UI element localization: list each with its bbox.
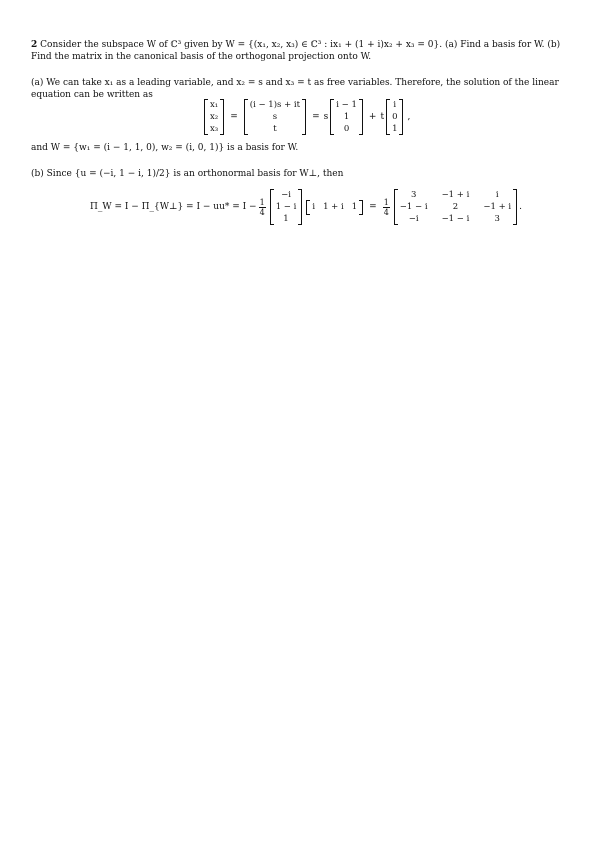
vector-x-entry: x₁ (210, 100, 219, 110)
column-vector-entry: 1 − i (275, 202, 297, 212)
problem-number: 2 (31, 40, 38, 50)
column-vector-u (270, 189, 303, 225)
vector-w1-entry: 0 (343, 124, 350, 134)
vector-x-entry: x₂ (210, 112, 219, 122)
coef-s: s (323, 112, 329, 122)
problem-statement (31, 40, 576, 63)
part-a-equation: x₁ x₂ x₃ = (i − 1)s + it s t = s i − 1 1 0 + t i 0 1 , (202, 99, 410, 135)
row-vector-u-star (306, 200, 363, 215)
projection-lhs: Π_W = I − Π_{W⊥} = I − uu* = I − (90, 202, 257, 212)
result-matrix-entry: −i (408, 214, 419, 224)
coef-t: t (380, 112, 385, 122)
result-matrix-entry: −1 + i (483, 202, 512, 212)
vector-solution-entry: s (272, 112, 278, 122)
column-vector-entry: 1 (283, 214, 289, 224)
equals-sign-2: = (312, 112, 320, 122)
row-vector-entry: i (312, 202, 316, 212)
fraction-quarter: $\frac{1}{4}$ (259, 197, 265, 217)
vector-solution-entry: (i − 1)s + it (249, 100, 301, 110)
equation-end: . (519, 202, 522, 212)
vector-w2-entry: i (393, 100, 397, 110)
part-a-conclusion: and W = {w₁ = (i − 1, 1, 0), w₂ = (i, 0, 1)} is a basis for W. (31, 143, 299, 153)
result-matrix-entry: −1 + i (441, 190, 470, 200)
result-matrix (394, 189, 517, 225)
row-vector-entry: 1 + i (323, 202, 344, 212)
vector-solution-entry: t (273, 124, 277, 134)
vector-w2-entry: 1 (392, 124, 398, 134)
vector-w1-entry: i − 1 (336, 100, 357, 110)
vector-w1 (330, 99, 363, 135)
result-matrix-entry: i (495, 190, 499, 200)
part-b-intro: (b) Since {u = (−i, 1 − i, 1)/2} is an orthonormal basis for W⊥, then (31, 169, 344, 179)
vector-w1-entry: 1 (343, 112, 350, 122)
result-matrix-entry: −1 − i (399, 202, 428, 212)
result-matrix-entry: 2 (452, 202, 459, 212)
equals-sign-3: = (369, 202, 377, 212)
vector-solution (244, 99, 306, 135)
equals-sign: = (230, 112, 238, 122)
part-b-equation (90, 189, 522, 225)
column-vector-entry: −i (281, 190, 291, 200)
result-matrix-entry: −1 − i (441, 214, 470, 224)
vector-w2 (386, 99, 403, 135)
plus-sign: + (368, 112, 377, 122)
result-matrix-entry: 3 (410, 190, 417, 200)
vector-x-entry: x₃ (210, 124, 219, 134)
part-a-intro: (a) We can take x₁ as a leading variable, and x₂ = s and x₃ = t as free variables. Therefore, the solution of the linear equation can be written as (31, 78, 559, 100)
vector-x (204, 99, 224, 135)
vector-w2-entry: 0 (392, 112, 398, 122)
problem-text: Consider the subspace W of ℂ³ given by W = {(x₁, x₂, x₃) ∈ ℂ³ : ix₁ + (1 + i)x₂ + x₃ = 0}. (a) Find a basis for W. (b) Find the matrix in the canonical basis of the orthogonal projection onto W. (31, 40, 561, 62)
row-vector-entry: 1 (351, 202, 358, 212)
fraction-quarter-2: $\frac{1}{4}$ (383, 197, 389, 217)
result-matrix-entry: 3 (494, 214, 500, 224)
